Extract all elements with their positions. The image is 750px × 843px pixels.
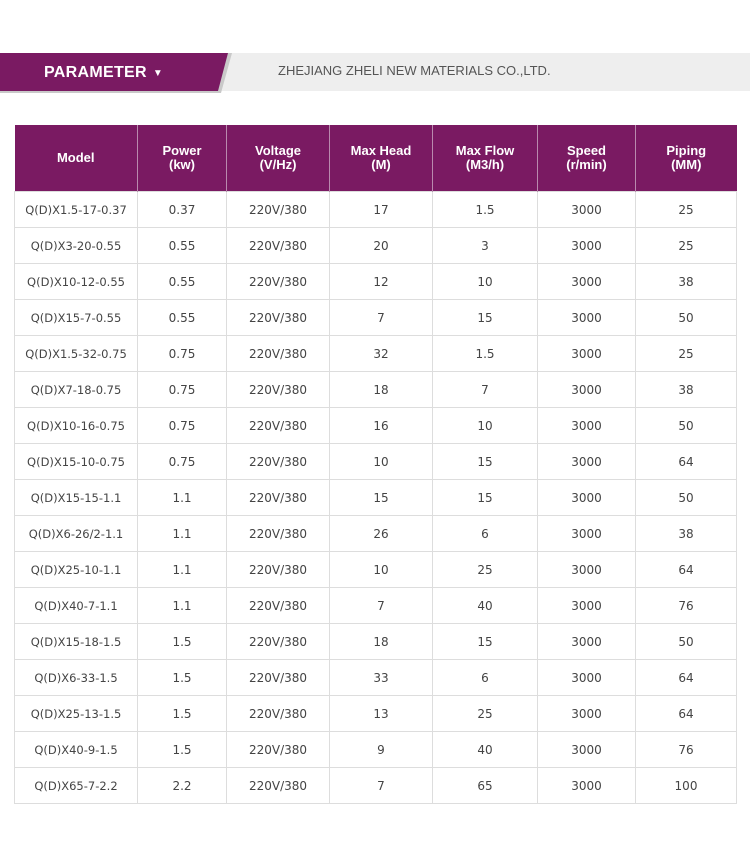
cell-piping: 100: [636, 768, 737, 804]
cell-power: 1.5: [138, 660, 227, 696]
table-row: [15, 264, 737, 300]
cell-model: Q(D)X10-12-0.55: [15, 264, 138, 300]
table-row: [15, 660, 737, 696]
cell-model: Q(D)X15-7-0.55: [15, 300, 138, 336]
header-max-flow: [433, 125, 538, 192]
cell-model: Q(D)X1.5-17-0.37: [15, 192, 138, 228]
cell-speed: 3000: [538, 696, 636, 732]
cell-power: 0.75: [138, 372, 227, 408]
cell-speed: 3000: [538, 480, 636, 516]
cell-max-flow: 15: [433, 300, 538, 336]
cell-max-flow: 40: [433, 588, 538, 624]
cell-piping: 25: [636, 192, 737, 228]
cell-piping: 76: [636, 588, 737, 624]
table-row: [15, 516, 737, 552]
cell-max-head: 17: [330, 192, 433, 228]
cell-max-flow: 1.5: [433, 192, 538, 228]
cell-voltage: 220V/380: [227, 228, 330, 264]
header-max-head: [330, 125, 433, 192]
cell-piping: 76: [636, 732, 737, 768]
cell-voltage: 220V/380: [227, 300, 330, 336]
cell-piping: 38: [636, 372, 737, 408]
header-max-head-unit: (M): [371, 157, 391, 172]
header-max-flow-unit: (M3/h): [465, 157, 505, 172]
cell-max-flow: 15: [433, 444, 538, 480]
table-row: [15, 552, 737, 588]
table-row: [15, 696, 737, 732]
cell-voltage: 220V/380: [227, 336, 330, 372]
cell-speed: 3000: [538, 336, 636, 372]
cell-model: Q(D)X1.5-32-0.75: [15, 336, 138, 372]
cell-power: 1.1: [138, 552, 227, 588]
cell-power: 0.75: [138, 444, 227, 480]
cell-max-head: 16: [330, 408, 433, 444]
cell-model: Q(D)X40-7-1.1: [15, 588, 138, 624]
table-row: [15, 408, 737, 444]
cell-voltage: 220V/380: [227, 552, 330, 588]
cell-model: Q(D)X65-7-2.2: [15, 768, 138, 804]
header-piping: [636, 125, 737, 192]
cell-speed: 3000: [538, 768, 636, 804]
table-row: [15, 336, 737, 372]
table-row: [15, 768, 737, 804]
cell-model: Q(D)X6-33-1.5: [15, 660, 138, 696]
cell-max-head: 7: [330, 768, 433, 804]
cell-power: 1.5: [138, 696, 227, 732]
header-model: [15, 125, 138, 192]
cell-power: 1.1: [138, 516, 227, 552]
cell-max-flow: 10: [433, 264, 538, 300]
section-title-text: PARAMETER: [44, 64, 147, 81]
header-speed-label: Speed: [566, 143, 606, 158]
cell-voltage: 220V/380: [227, 624, 330, 660]
cell-voltage: 220V/380: [227, 660, 330, 696]
cell-max-head: 18: [330, 372, 433, 408]
cell-max-flow: 25: [433, 552, 538, 588]
cell-max-head: 26: [330, 516, 433, 552]
cell-power: 1.1: [138, 480, 227, 516]
cell-model: Q(D)X7-18-0.75: [15, 372, 138, 408]
cell-piping: 64: [636, 660, 737, 696]
cell-model: Q(D)X40-9-1.5: [15, 732, 138, 768]
header-voltage: [227, 125, 330, 192]
cell-speed: 3000: [538, 300, 636, 336]
table-row: [15, 624, 737, 660]
header-voltage-label: Voltage: [255, 143, 301, 158]
header-max-head-label: Max Head: [350, 143, 412, 158]
cell-max-flow: 15: [433, 624, 538, 660]
header-model-label: Model: [56, 150, 95, 165]
header-speed-unit: (r/min): [566, 157, 607, 172]
table-row: [15, 192, 737, 228]
cell-piping: 25: [636, 336, 737, 372]
cell-speed: 3000: [538, 552, 636, 588]
cell-speed: 3000: [538, 264, 636, 300]
cell-piping: 50: [636, 624, 737, 660]
table-row: [15, 480, 737, 516]
table-row: [15, 300, 737, 336]
cell-power: 1.1: [138, 588, 227, 624]
cell-voltage: 220V/380: [227, 264, 330, 300]
cell-max-flow: 25: [433, 696, 538, 732]
cell-power: 2.2: [138, 768, 227, 804]
cell-power: 0.75: [138, 336, 227, 372]
cell-model: Q(D)X10-16-0.75: [15, 408, 138, 444]
cell-max-head: 13: [330, 696, 433, 732]
table-row: [15, 372, 737, 408]
cell-speed: 3000: [538, 228, 636, 264]
cell-max-flow: 65: [433, 768, 538, 804]
company-name: ZHEJIANG ZHELI NEW MATERIALS CO.,LTD.: [278, 63, 551, 78]
cell-power: 0.55: [138, 264, 227, 300]
cell-piping: 25: [636, 228, 737, 264]
cell-max-head: 33: [330, 660, 433, 696]
cell-max-head: 10: [330, 552, 433, 588]
header-piping-label: Piping: [666, 143, 707, 158]
header-voltage-unit: (V/Hz): [259, 157, 297, 172]
cell-speed: 3000: [538, 372, 636, 408]
cell-voltage: 220V/380: [227, 516, 330, 552]
cell-max-flow: 6: [433, 660, 538, 696]
header-speed: [538, 125, 636, 192]
cell-voltage: 220V/380: [227, 732, 330, 768]
cell-speed: 3000: [538, 732, 636, 768]
cell-max-head: 7: [330, 588, 433, 624]
cell-power: 0.37: [138, 192, 227, 228]
cell-piping: 64: [636, 552, 737, 588]
cell-speed: 3000: [538, 408, 636, 444]
cell-model: Q(D)X25-13-1.5: [15, 696, 138, 732]
table-row: [15, 444, 737, 480]
cell-model: Q(D)X15-15-1.1: [15, 480, 138, 516]
cell-max-flow: 7: [433, 372, 538, 408]
table-body: [15, 192, 737, 804]
cell-max-flow: 10: [433, 408, 538, 444]
header-piping-unit: (MM): [671, 157, 702, 172]
cell-max-head: 18: [330, 624, 433, 660]
cell-power: 0.75: [138, 408, 227, 444]
cell-piping: 38: [636, 516, 737, 552]
cell-speed: 3000: [538, 444, 636, 480]
cell-model: Q(D)X15-18-1.5: [15, 624, 138, 660]
cell-model: Q(D)X3-20-0.55: [15, 228, 138, 264]
cell-max-flow: 3: [433, 228, 538, 264]
table-row: [15, 228, 737, 264]
table-row: [15, 588, 737, 624]
cell-power: 0.55: [138, 300, 227, 336]
cell-voltage: 220V/380: [227, 480, 330, 516]
cell-power: 0.55: [138, 228, 227, 264]
cell-power: 1.5: [138, 624, 227, 660]
table-header-row: [15, 125, 737, 192]
cell-speed: 3000: [538, 588, 636, 624]
cell-max-flow: 6: [433, 516, 538, 552]
header-power-unit: (kw): [169, 157, 195, 172]
cell-max-head: 12: [330, 264, 433, 300]
cell-max-head: 20: [330, 228, 433, 264]
cell-model: Q(D)X25-10-1.1: [15, 552, 138, 588]
cell-voltage: 220V/380: [227, 444, 330, 480]
parameter-table: [14, 125, 737, 804]
cell-voltage: 220V/380: [227, 768, 330, 804]
cell-piping: 50: [636, 480, 737, 516]
cell-voltage: 220V/380: [227, 192, 330, 228]
header-power-label: Power: [162, 143, 202, 158]
cell-max-head: 15: [330, 480, 433, 516]
cell-voltage: 220V/380: [227, 696, 330, 732]
cell-voltage: 220V/380: [227, 588, 330, 624]
caret-down-icon: ▼: [152, 67, 164, 79]
cell-max-flow: 1.5: [433, 336, 538, 372]
cell-piping: 50: [636, 300, 737, 336]
cell-piping: 64: [636, 444, 737, 480]
cell-max-head: 7: [330, 300, 433, 336]
cell-max-flow: 40: [433, 732, 538, 768]
cell-max-head: 10: [330, 444, 433, 480]
cell-piping: 64: [636, 696, 737, 732]
cell-power: 1.5: [138, 732, 227, 768]
cell-max-head: 9: [330, 732, 433, 768]
cell-piping: 38: [636, 264, 737, 300]
cell-speed: 3000: [538, 516, 636, 552]
cell-voltage: 220V/380: [227, 372, 330, 408]
cell-voltage: 220V/380: [227, 408, 330, 444]
header-max-flow-label: Max Flow: [455, 143, 515, 158]
section-title: [44, 64, 163, 82]
cell-model: Q(D)X6-26/2-1.1: [15, 516, 138, 552]
table-row: [15, 732, 737, 768]
cell-speed: 3000: [538, 192, 636, 228]
cell-speed: 3000: [538, 624, 636, 660]
cell-piping: 50: [636, 408, 737, 444]
cell-speed: 3000: [538, 660, 636, 696]
header-power: [138, 125, 227, 192]
cell-max-head: 32: [330, 336, 433, 372]
cell-model: Q(D)X15-10-0.75: [15, 444, 138, 480]
cell-max-flow: 15: [433, 480, 538, 516]
